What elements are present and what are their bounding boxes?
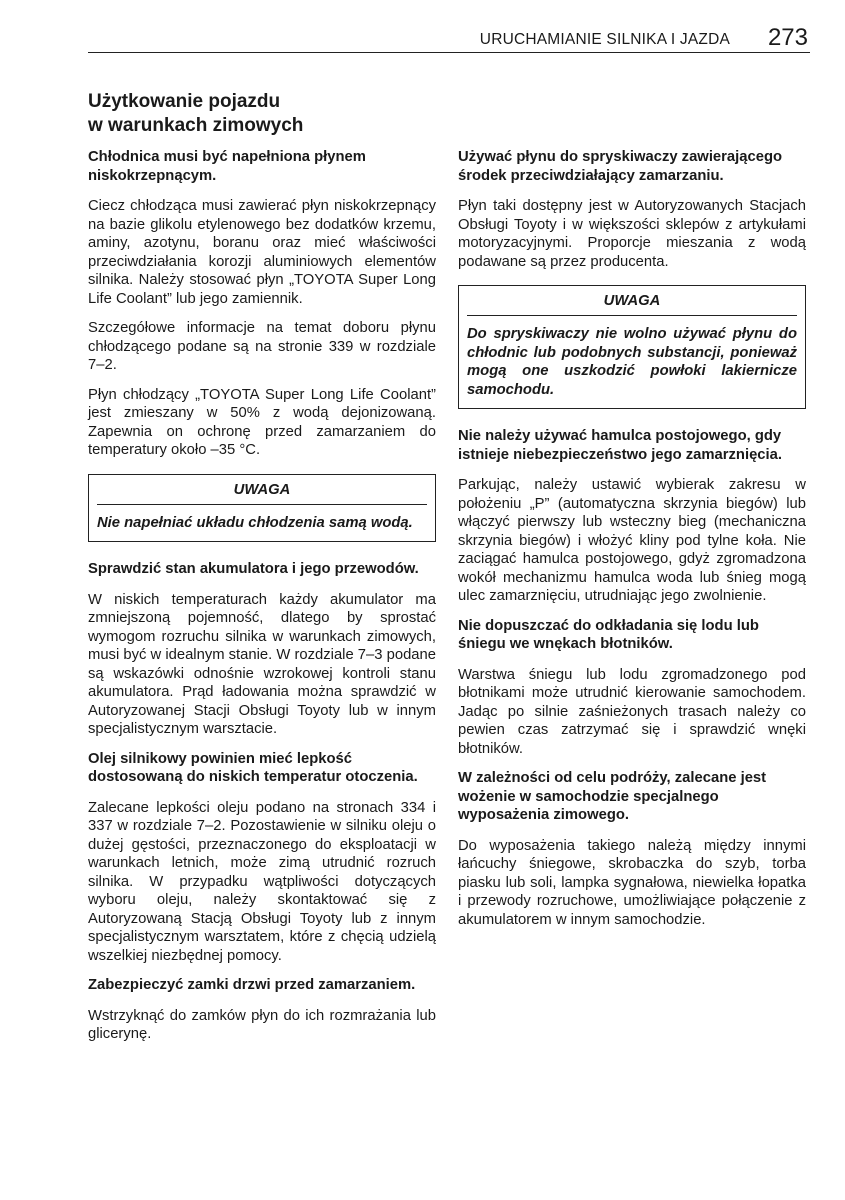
heading-washer-fluid: Używać płynu do spryskiwaczy zawierającego środek przeciwdziałający zamarzaniu.: [458, 149, 783, 184]
paragraph-coolant: Ciecz chłodząca musi zawierać płyn niskokrzepnący na bazie glikolu etylenowego bez dodatków krzemu, aminy, azotynu, boranu oraz mieć właściwości przeciwdziałania korozji aluminiowych elementów silnika. Należy stosować płyn „TOYOTA Super Long Life Coolant” lub jego zamiennik.: [88, 198, 436, 307]
paragraph-parking-brake: Parkując, należy ustawić wybierak zakresu w położeniu „P” (automatyczna skrzynia biegów) lub włączyć pierwszy lub wsteczny bieg (mechaniczna skrzynia biegów) i włożyć kliny pod tylne koła. Nie zaciągać hamulca postojowego, gdyż zgromadzona wokół mechanizmu hamulca woda lub śnieg mogą ulec zamarznięciu, utrudniając jego zwolnienie.: [458, 477, 806, 604]
paragraph-battery: W niskich temperaturach każdy akumulator ma zmniejszoną pojemność, dlatego by sprostać wymogom rozruchu silnika w warunkach zimowych, musi być w idealnym stanie. W rozdziale 7–3 podane są wskazówki odnośnie wzrokowej kontroli stanu akumulatora. Prąd ładowania można sprawdzić w Autoryzowanej Stacji Obsługi Toyoty lub w innym specjalistycznym warsztacie.: [88, 591, 436, 737]
page-number: 273: [767, 24, 808, 51]
paragraph-winter-equipment: Do wyposażenia takiego należą między innymi łańcuchy śniegowe, skrobaczka do szyb, torba piasku lub soli, lampka sygnałowa, niewielka łopatka i przewody rozruchowe, umożliwiające połączenie z akumulatorem w innym samochodzie.: [458, 837, 806, 928]
paragraph-door-locks: Wstrzyknąć do zamków płyn do ich rozmrażania lub glicerynę.: [88, 1007, 436, 1042]
heading-coolant: Chłodnica musi być napełniona płynem niskokrzepnącym.: [88, 149, 366, 184]
page-header: [88, 20, 810, 53]
warning-text: Do spryskiwaczy nie wolno używać płynu do chłodnic lub podobnych substancji, ponieważ mogą one uszkodzić powłoki lakiernicze samochodu.: [467, 326, 797, 398]
paragraph-engine-oil: Zalecane lepkości oleju podano na stronach 334 i 337 w rozdziale 7–2. Pozostawienie w silniku oleju o dużej gęstości, przeznaczonego do eksploatacji w warunkach letnich, może zimą utrudnić rozruch silnika. W przypadku wątpliwości dotyczących wyboru oleju, należy skontaktować się z Autoryzowaną Stacją Obsługi Toyoty lub z innym specjalistycznym warsztatem, które z chęcią udzielą wszelkiej niezbędnej pomocy.: [88, 799, 436, 964]
warning-text: Nie napełniać układu chłodzenia samą wodą.: [97, 514, 413, 531]
heading-winter-equipment: W zależności od celu podróży, zalecane jest wożenie w samochodzie specjalnego wyposażenia zimowego.: [458, 770, 767, 823]
page-title: [88, 90, 448, 138]
warning-box-washer: [458, 285, 806, 409]
warning-title: UWAGA: [467, 292, 797, 316]
paragraph-washer-fluid: Płyn taki dostępny jest w Autoryzowanych Stacjach Obsługi Toyoty i w większości sklepów z artykułami motoryzacyjnymi. Proporcje mieszania z wodą podawane są przez producenta.: [458, 198, 806, 270]
heading-battery: Sprawdzić stan akumulatora i jego przewodów.: [88, 561, 419, 577]
section-title: URUCHAMIANIE SILNIKA I JAZDA: [479, 31, 730, 48]
page-title-line-1: Użytkowanie pojazdu: [88, 91, 281, 112]
left-column: [88, 148, 436, 1055]
page-title-line-2: w warunkach zimowych: [88, 115, 304, 136]
heading-engine-oil: Olej silnikowy powinien mieć lepkość dostosowaną do niskich temperatur otoczenia.: [88, 750, 418, 785]
paragraph-fender-wells: Warstwa śniegu lub lodu zgromadzonego pod błotnikami może utrudnić kierowanie samochodem. Jadąc po silnie zaśnieżonych trasach należy co pewien czas zatrzymać się i sprawdzić wnęki błotników.: [458, 666, 806, 757]
right-column: [458, 148, 806, 940]
paragraph-coolant-details: Szczegółowe informacje na temat doboru płynu chłodzącego podane są na stronie 339 w rozdziale 7–2.: [88, 320, 436, 373]
heading-parking-brake: Nie należy używać hamulca postojowego, gdy istnieje niebezpieczeństwo jego zamarznięcia.: [458, 428, 782, 463]
paragraph-coolant-mix: Płyn chłodzący „TOYOTA Super Long Life Coolant” jest zmieszany w 50% z wodą dejonizowaną. Zapewnia on ochronę przed zamarzaniem do temperatury około –35 °C.: [88, 386, 436, 458]
warning-title: UWAGA: [97, 481, 427, 505]
heading-fender-wells: Nie dopuszczać do odkładania się lodu lub śniegu we wnękach błotników.: [458, 617, 759, 652]
heading-door-locks: Zabezpieczyć zamki drzwi przed zamarzaniem.: [88, 977, 416, 993]
warning-box-coolant: [88, 474, 436, 543]
